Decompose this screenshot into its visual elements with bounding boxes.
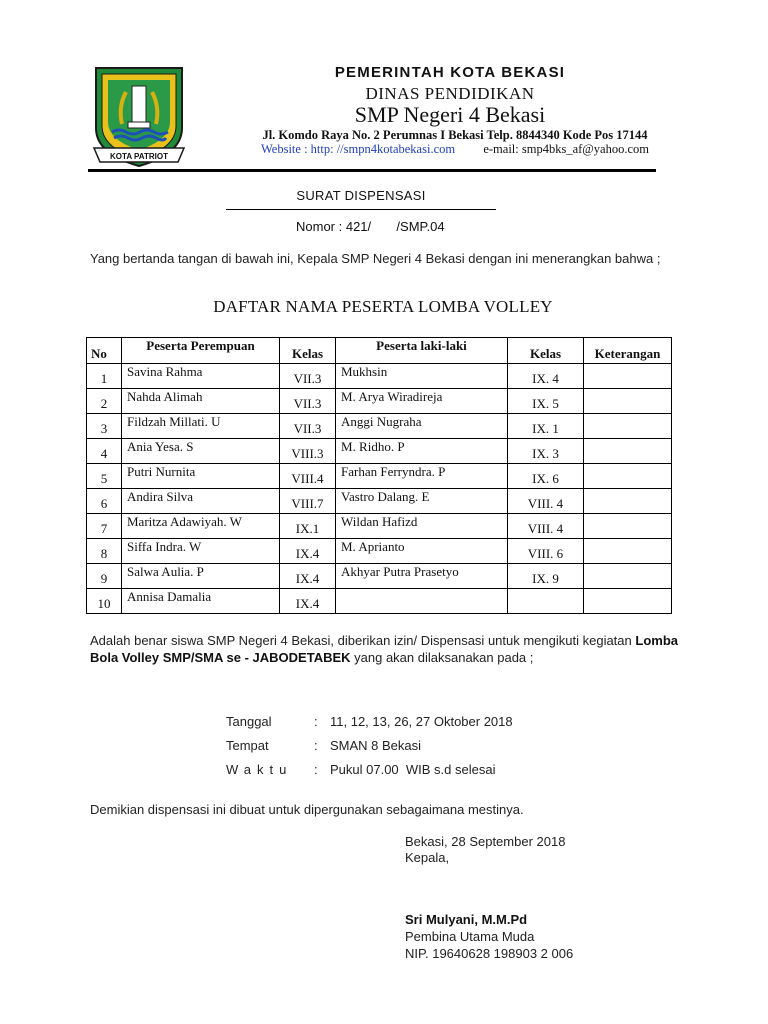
time-label: Waktu	[226, 762, 293, 777]
cell-no: 10	[87, 589, 122, 614]
cell-male: Mukhsin	[336, 364, 508, 389]
cell-class-male: IX. 9	[508, 564, 584, 589]
cell-female: Annisa Damalia	[122, 589, 280, 614]
cell-note	[584, 514, 672, 539]
cell-male: M. Arya Wiradireja	[336, 389, 508, 414]
cell-note	[584, 589, 672, 614]
cell-class-female: IX.1	[280, 514, 336, 539]
time-row	[226, 762, 646, 780]
cell-no: 8	[87, 539, 122, 564]
cell-female: Nahda Alimah	[122, 389, 280, 414]
table-row	[87, 564, 672, 589]
cell-class-female: IX.4	[280, 589, 336, 614]
table-row	[87, 389, 672, 414]
place-value: SMAN 8 Bekasi	[330, 738, 422, 753]
cell-note	[584, 564, 672, 589]
table-row	[87, 364, 672, 389]
cell-no: 7	[87, 514, 122, 539]
header-female: Peserta Perempuan	[122, 338, 280, 364]
header-class-male: Kelas	[508, 338, 584, 364]
cell-class-male: VIII. 4	[508, 489, 584, 514]
title-underline	[226, 209, 496, 210]
table-header-row	[87, 338, 672, 364]
table-row	[87, 489, 672, 514]
date-row	[226, 714, 646, 732]
header-no: No	[87, 338, 122, 364]
cell-class-female: VII.3	[280, 364, 336, 389]
closing-sentence: Demikian dispensasi ini dibuat untuk dipergunakan sebagaimana mestinya.	[90, 802, 524, 817]
cell-class-female: IX.4	[280, 539, 336, 564]
cell-class-male: VIII. 6	[508, 539, 584, 564]
intro-paragraph: Yang bertanda tangan di bawah ini, Kepala SMP Negeri 4 Bekasi dengan ini menerangkan bahwa ;	[90, 251, 661, 266]
signer-rank: Pembina Utama Muda	[405, 929, 535, 944]
header-note: Keterangan	[584, 338, 672, 364]
header-class-female: Kelas	[280, 338, 336, 364]
cell-female: Putri Nurnita	[122, 464, 280, 489]
cell-class-male: IX. 3	[508, 439, 584, 464]
school-address: Jl. Komdo Raya No. 2 Perumnas I Bekasi Telp. 8844340 Kode Pos 17144	[262, 128, 648, 142]
date-label: Tanggal	[226, 714, 272, 729]
cell-note	[584, 414, 672, 439]
cell-note	[584, 389, 672, 414]
cell-no: 2	[87, 389, 122, 414]
cell-male	[336, 589, 508, 614]
place-label: Tempat	[226, 738, 269, 753]
time-separator: :	[314, 762, 318, 777]
logo-ribbon-text: KOTA PATRIOT	[110, 152, 168, 161]
cell-male: Vastro Dalang. E	[336, 489, 508, 514]
cell-class-male: IX. 5	[508, 389, 584, 414]
table-row	[87, 439, 672, 464]
cell-no: 1	[87, 364, 122, 389]
cell-class-female: IX.4	[280, 564, 336, 589]
table-row	[87, 464, 672, 489]
cell-class-female: VIII.3	[280, 439, 336, 464]
place-separator: :	[314, 738, 318, 753]
table-row	[87, 589, 672, 614]
cell-no: 9	[87, 564, 122, 589]
cell-class-female: VII.3	[280, 389, 336, 414]
cell-male: Akhyar Putra Prasetyo	[336, 564, 508, 589]
cell-female: Ania Yesa. S	[122, 439, 280, 464]
statement-part2: yang akan dilaksanakan pada ;	[350, 650, 534, 665]
statement-paragraph	[90, 632, 678, 666]
email-address: e-mail: smp4bks_af@yahoo.com	[483, 142, 649, 156]
cell-class-male: IX. 6	[508, 464, 584, 489]
cell-no: 4	[87, 439, 122, 464]
cell-note	[584, 439, 672, 464]
cell-class-male: IX. 4	[508, 364, 584, 389]
table-row	[87, 414, 672, 439]
website-link[interactable]: Website : http: //smpn4kotabekasi.com	[260, 142, 456, 156]
statement-part1: Adalah benar siswa SMP Negeri 4 Bekasi, diberikan izin/ Dispensasi untuk mengikuti kegiatan	[90, 633, 636, 648]
place-row	[226, 738, 646, 756]
cell-male: M. Ridho. P	[336, 439, 508, 464]
city-emblem-logo	[88, 62, 190, 172]
date-separator: :	[314, 714, 318, 729]
cell-male: Wildan Hafizd	[336, 514, 508, 539]
cell-no: 3	[87, 414, 122, 439]
header-male: Peserta laki-laki	[336, 338, 508, 364]
event-name: Lomba Bola Volley SMP/SMA se - JABODETABEK	[90, 633, 678, 665]
cell-male: M. Aprianto	[336, 539, 508, 564]
cell-male: Farhan Ferryndra. P	[336, 464, 508, 489]
cell-female: Fildzah Millati. U	[122, 414, 280, 439]
cell-class-female: VIII.7	[280, 489, 336, 514]
cell-class-female: VII.3	[280, 414, 336, 439]
cell-note	[584, 489, 672, 514]
place-date: Bekasi, 28 September 2018	[405, 834, 566, 849]
cell-female: Andira Silva	[122, 489, 280, 514]
cell-class-male: IX. 1	[508, 414, 584, 439]
cell-female: Siffa Indra. W	[122, 539, 280, 564]
letter-number: Nomor : 421/ /SMP.04	[296, 219, 445, 234]
cell-no: 5	[87, 464, 122, 489]
cell-note	[584, 539, 672, 564]
cell-class-male: VIII. 4	[508, 514, 584, 539]
cell-note	[584, 364, 672, 389]
signer-name: Sri Mulyani, M.M.Pd	[405, 912, 528, 927]
cell-female: Maritza Adawiyah. W	[122, 514, 280, 539]
cell-female: Salwa Aulia. P	[122, 564, 280, 589]
cell-male: Anggi Nugraha	[336, 414, 508, 439]
cell-no: 6	[87, 489, 122, 514]
signer-nip: NIP. 19640628 198903 2 006	[405, 946, 574, 961]
contact-line	[215, 142, 695, 157]
date-value: 11, 12, 13, 26, 27 Oktober 2018	[330, 714, 513, 729]
time-value: Pukul 07.00 WIB s.d selesai	[330, 762, 496, 777]
department-name: DINAS PENDIDIKAN	[365, 84, 535, 103]
cell-note	[584, 464, 672, 489]
table-row	[87, 514, 672, 539]
list-title: DAFTAR NAMA PESERTA LOMBA VOLLEY	[213, 297, 553, 316]
letter-title: SURAT DISPENSASI	[296, 188, 426, 203]
table-row	[87, 539, 672, 564]
government-name: PEMERINTAH KOTA BEKASI	[334, 64, 566, 81]
signer-position: Kepala,	[405, 850, 450, 865]
school-name: SMP Negeri 4 Bekasi	[354, 102, 546, 127]
letterhead-divider	[88, 169, 656, 172]
cell-class-female: VIII.4	[280, 464, 336, 489]
participants-table	[86, 337, 672, 614]
cell-class-male	[508, 589, 584, 614]
cell-female: Savina Rahma	[122, 364, 280, 389]
